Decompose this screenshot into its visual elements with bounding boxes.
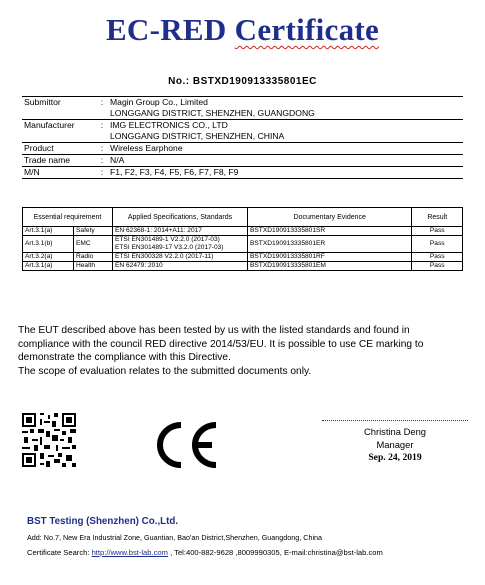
- certificate-number: No.: BSTXD190913335801EC: [168, 76, 317, 87]
- mn-label: M/N: [22, 167, 96, 179]
- statement-line: compliance with the council RED directive 2014/53/EU. It is possible to use CE marking to: [18, 338, 424, 350]
- product-label: Product: [22, 143, 96, 155]
- submittor-address: LONGGANG DISTRICT, SHENZHEN, GUANGDONG: [110, 108, 315, 118]
- row-article: Art.3.1(a): [23, 227, 74, 236]
- row-spec: ETSI EN300328 V2.2.0 (2017-11): [113, 253, 248, 262]
- signature-line: [322, 420, 468, 421]
- row-label: Health: [74, 262, 113, 271]
- submittor-value: [108, 97, 463, 120]
- header-essential: Essential requirement: [23, 208, 113, 227]
- header-evidence: Documentary Evidence: [248, 208, 412, 227]
- row-spec: [113, 236, 248, 253]
- manufacturer-address: LONGGANG DISTRICT, SHENZHEN, CHINA: [110, 131, 285, 141]
- row-spec-line1: ETSI EN301489-1 V2.2.0 (2017-03): [115, 236, 220, 243]
- submittor-label: Submittor: [22, 97, 96, 120]
- trade-label: Trade name: [22, 155, 96, 167]
- certificate-search: [27, 548, 383, 557]
- contact-info: , Tel:400-882-9628 ,8009990305, E-mail:christina@bst-lab.com: [167, 548, 383, 557]
- statement-line: The scope of evaluation relates to the submitted documents only.: [18, 365, 312, 377]
- signature-date: Sep. 24, 2019: [368, 452, 422, 463]
- row-label: Safety: [74, 227, 113, 236]
- ce-mark-icon: [154, 419, 220, 471]
- header-result: Result: [412, 208, 463, 227]
- submittor-row: [22, 97, 463, 120]
- statement-line: The EUT described above has been tested by us with the listed standards and found in: [18, 325, 410, 336]
- colon: :: [96, 167, 108, 179]
- manufacturer-row: [22, 120, 463, 143]
- row-spec: EN 62479: 2010: [113, 262, 248, 271]
- row-result: Pass: [412, 262, 463, 271]
- search-label: Certificate Search:: [27, 548, 92, 557]
- row-spec: EN 62368-1: 2014+A11: 2017: [113, 227, 248, 236]
- title-main: Certificate: [234, 12, 380, 47]
- certificate-title: [0, 12, 485, 48]
- row-label: EMC: [74, 236, 113, 253]
- trade-value: N/A: [108, 155, 463, 167]
- info-table: [22, 96, 463, 179]
- trade-row: [22, 155, 463, 167]
- mn-value: F1, F2, F3, F4, F5, F6, F7, F8, F9: [108, 167, 463, 179]
- row-doc: BSTXD190913335801SR: [248, 227, 412, 236]
- qr-code-icon: [22, 413, 76, 467]
- row-spec-line2: ETSI EN301489-17 V3.2.0 (2017-03): [115, 244, 224, 251]
- statement-line: demonstrate the compliance with this Directive.: [18, 352, 231, 363]
- title-prefix: EC-RED: [105, 12, 235, 47]
- row-result: Pass: [412, 227, 463, 236]
- submittor-name: Magin Group Co., Limited: [110, 97, 208, 107]
- table-row: [23, 236, 463, 253]
- website-link[interactable]: http://www.bst-lab.com: [91, 548, 168, 557]
- company-name: BST Testing (Shenzhen) Co.,Ltd.: [27, 516, 179, 527]
- company-address: Add: No.7, New Era Industrial Zone, Guantian, Bao'an District,Shenzhen, Guangdong, China: [27, 533, 323, 542]
- row-result: Pass: [412, 253, 463, 262]
- row-article: Art.3.1(a): [23, 262, 74, 271]
- signer-role: Manager: [376, 439, 414, 450]
- table-row: [23, 253, 463, 262]
- row-result: Pass: [412, 236, 463, 253]
- colon: :: [96, 143, 108, 155]
- row-doc: BSTXD190913335801EM: [248, 262, 412, 271]
- signature-block: [322, 420, 468, 464]
- table-row: [23, 227, 463, 236]
- row-article: Art.3.1(b): [23, 236, 74, 253]
- table-row: [23, 262, 463, 271]
- requirements-header: [23, 208, 463, 227]
- row-doc: BSTXD190913335801RF: [248, 253, 412, 262]
- manufacturer-label: Manufacturer: [22, 120, 96, 143]
- colon: :: [96, 97, 108, 120]
- requirements-table: [22, 207, 463, 271]
- compliance-statement: [18, 324, 468, 378]
- mn-row: [22, 167, 463, 179]
- colon: :: [96, 120, 108, 143]
- signer-name: Christina Deng: [363, 426, 426, 437]
- row-doc: BSTXD190913335801ER: [248, 236, 412, 253]
- product-value: Wireless Earphone: [108, 143, 463, 155]
- header-specs: Applied Specifications, Standards: [113, 208, 248, 227]
- row-label: Radio: [74, 253, 113, 262]
- manufacturer-value: [108, 120, 463, 143]
- product-row: [22, 143, 463, 155]
- manufacturer-name: IMG ELECTRONICS CO., LTD: [110, 120, 228, 130]
- colon: :: [96, 155, 108, 167]
- row-article: Art.3.2(a): [23, 253, 74, 262]
